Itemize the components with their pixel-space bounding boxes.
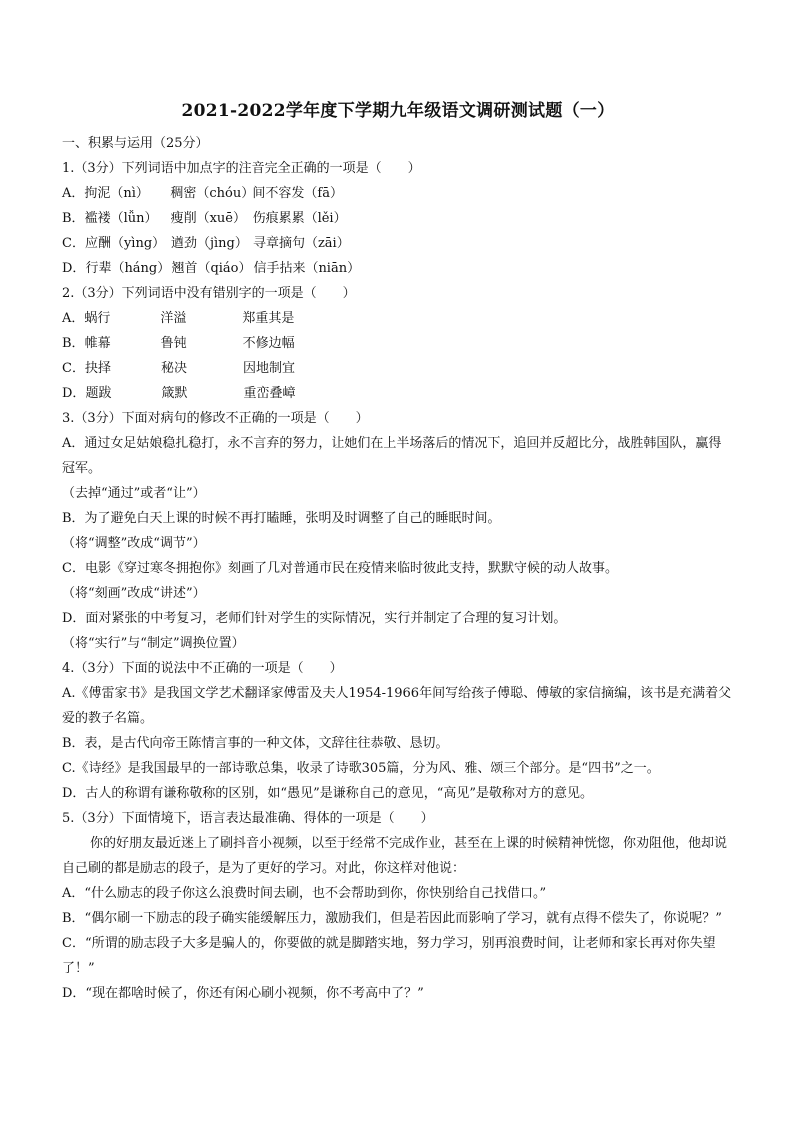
option-label: B． — [62, 336, 85, 351]
option-word: 褴褛（lǚn） — [84, 211, 158, 226]
question-1-option-b — [62, 206, 734, 231]
question-3-option-a: A．通过女足姑娘稳扎稳打，永不言弃的努力，让她们在上半场落后的情况下，追回并反超比分，战胜韩国队，赢得冠军。 — [62, 436, 722, 476]
question-2-option-d — [62, 381, 734, 406]
question-3-option-a-fix: （去掉“通过”或者“让”） — [62, 486, 206, 501]
option-word: 信手拈来（niān） — [253, 261, 361, 276]
option-word: 稠密（chóu） — [170, 186, 255, 201]
question-3-option-d: D．面对紧张的中考复习，老师们针对学生的实际情况，实行并制定了合理的复习计划。 — [62, 611, 567, 626]
question-1-stem: 1.（3分）下列词语中加点字的注音完全正确的一项是（ ） — [62, 161, 421, 176]
question-3-option-c: C．电影《穿过寒冬拥抱你》刻画了几对普通市民在疫情来临时彼此支持，默默守候的动人故事。 — [62, 561, 618, 576]
option-word: 遒劲（jìng） — [170, 236, 248, 251]
option-word: 翘首（qiáo） — [171, 261, 252, 276]
question-3-option-b-fix: （将“调整”改成“调节”） — [62, 536, 206, 551]
question-1-option-d — [62, 256, 734, 281]
option-word: 拘泥（nì） — [84, 186, 149, 201]
exam-page — [62, 96, 734, 1006]
question-5-option-b: B．“偶尔刷一下励志的段子确实能缓解压力，激励我们，但是若因此而影响了学习，就有点得不偿失了，你说呢？” — [62, 911, 722, 926]
section-heading: 一、积累与运用（25分） — [62, 136, 209, 151]
option-label: D． — [62, 261, 86, 276]
question-3-option-c-fix: （将“刻画”改成“讲述”） — [62, 586, 206, 601]
question-4-stem: 4.（3分）下面的说法中不正确的一项是（ ） — [62, 661, 343, 676]
option-label: C． — [62, 236, 85, 251]
option-label: D． — [62, 386, 86, 401]
option-word: 间不容发（fā） — [252, 186, 343, 201]
question-2-option-a — [62, 306, 734, 331]
question-3-option-b: B．为了避免白天上课的时候不再打瞌睡，张明及时调整了自己的睡眠时间。 — [62, 511, 501, 526]
question-4-option-d: D．古人的称谓有谦称敬称的区别，如“愚见”是谦称自己的意见，“高见”是敬称对方的意见。 — [62, 786, 594, 801]
question-5-context: 你的好朋友最近迷上了刷抖音小视频，以至于经常不完成作业，甚至在上课的时候精神恍惚，你劝阻他，他却说自己刷的都是励志的段子，是为了更好的学习。对此，你这样对他说： — [62, 836, 728, 876]
option-label: A． — [62, 186, 85, 201]
option-word: 伤痕累累（lěi） — [252, 211, 347, 226]
option-word: 郑重其是 — [242, 311, 295, 326]
option-word: 帷幕 — [84, 336, 111, 351]
option-word: 行辈（háng） — [85, 261, 171, 276]
option-word: 抉择 — [84, 361, 111, 376]
option-word: 洋溢 — [160, 311, 187, 326]
question-4-option-c: C.《诗经》是我国最早的一部诗歌总集，收录了诗歌305篇，分为风、雅、颂三个部分。是“四书”之一。 — [62, 761, 660, 776]
option-word: 箴默 — [161, 386, 188, 401]
question-5-stem: 5.（3分）下面情境下，语言表达最准确、得体的一项是（ ） — [62, 811, 434, 826]
option-word: 鲁钝 — [160, 336, 187, 351]
option-word: 寻章摘句（zāi） — [252, 236, 350, 251]
option-word: 不修边幅 — [242, 336, 295, 351]
question-2-option-c — [62, 356, 734, 381]
question-4-option-a: A.《傅雷家书》是我国文学艺术翻译家傅雷及夫人1954-1966年间写给孩子傅聪、傅敏的家信摘编，该书是充满着父爱的教子名篇。 — [62, 686, 732, 726]
question-5-option-c: C．“所谓的励志段子大多是骗人的，你要做的就是脚踏实地，努力学习，别再浪费时间，让老师和家长再对你失望了！” — [62, 936, 716, 976]
question-5-option-a: A．“什么励志的段子你这么浪费时间去刷，也不会帮助到你，你快别给自己找借口。” — [62, 886, 547, 901]
option-word: 重峦叠嶂 — [243, 386, 296, 401]
question-4-option-b: B．表，是古代向帝王陈情言事的一种文体，文辞往往恭敬、恳切。 — [62, 736, 449, 751]
question-1-option-c — [62, 231, 734, 256]
question-2-option-b — [62, 331, 734, 356]
option-label: C． — [62, 361, 85, 376]
option-word: 秘决 — [160, 361, 187, 376]
question-3-stem: 3.（3分）下面对病句的修改不正确的一项是（ ） — [62, 411, 369, 426]
question-5-option-d: D．“现在都啥时候了，你还有闲心刷小视频，你不考高中了？” — [62, 986, 424, 1001]
question-3-option-d-fix: （将“实行”与“制定”调换位置） — [62, 636, 245, 651]
option-label: B． — [62, 211, 85, 226]
page-title: 2021-2022学年度下学期九年级语文调研测试题（一） — [181, 101, 615, 121]
option-word: 瘦削（xuē） — [170, 211, 246, 226]
option-label: A． — [62, 311, 85, 326]
question-1-option-a — [62, 181, 734, 206]
option-word: 蜗行 — [84, 311, 111, 326]
question-2-stem: 2.（3分）下列词语中没有错别字的一项是（ ） — [62, 286, 356, 301]
option-word: 应酬（yìng） — [84, 236, 166, 251]
option-word: 题跋 — [85, 386, 112, 401]
option-word: 因地制宜 — [242, 361, 295, 376]
